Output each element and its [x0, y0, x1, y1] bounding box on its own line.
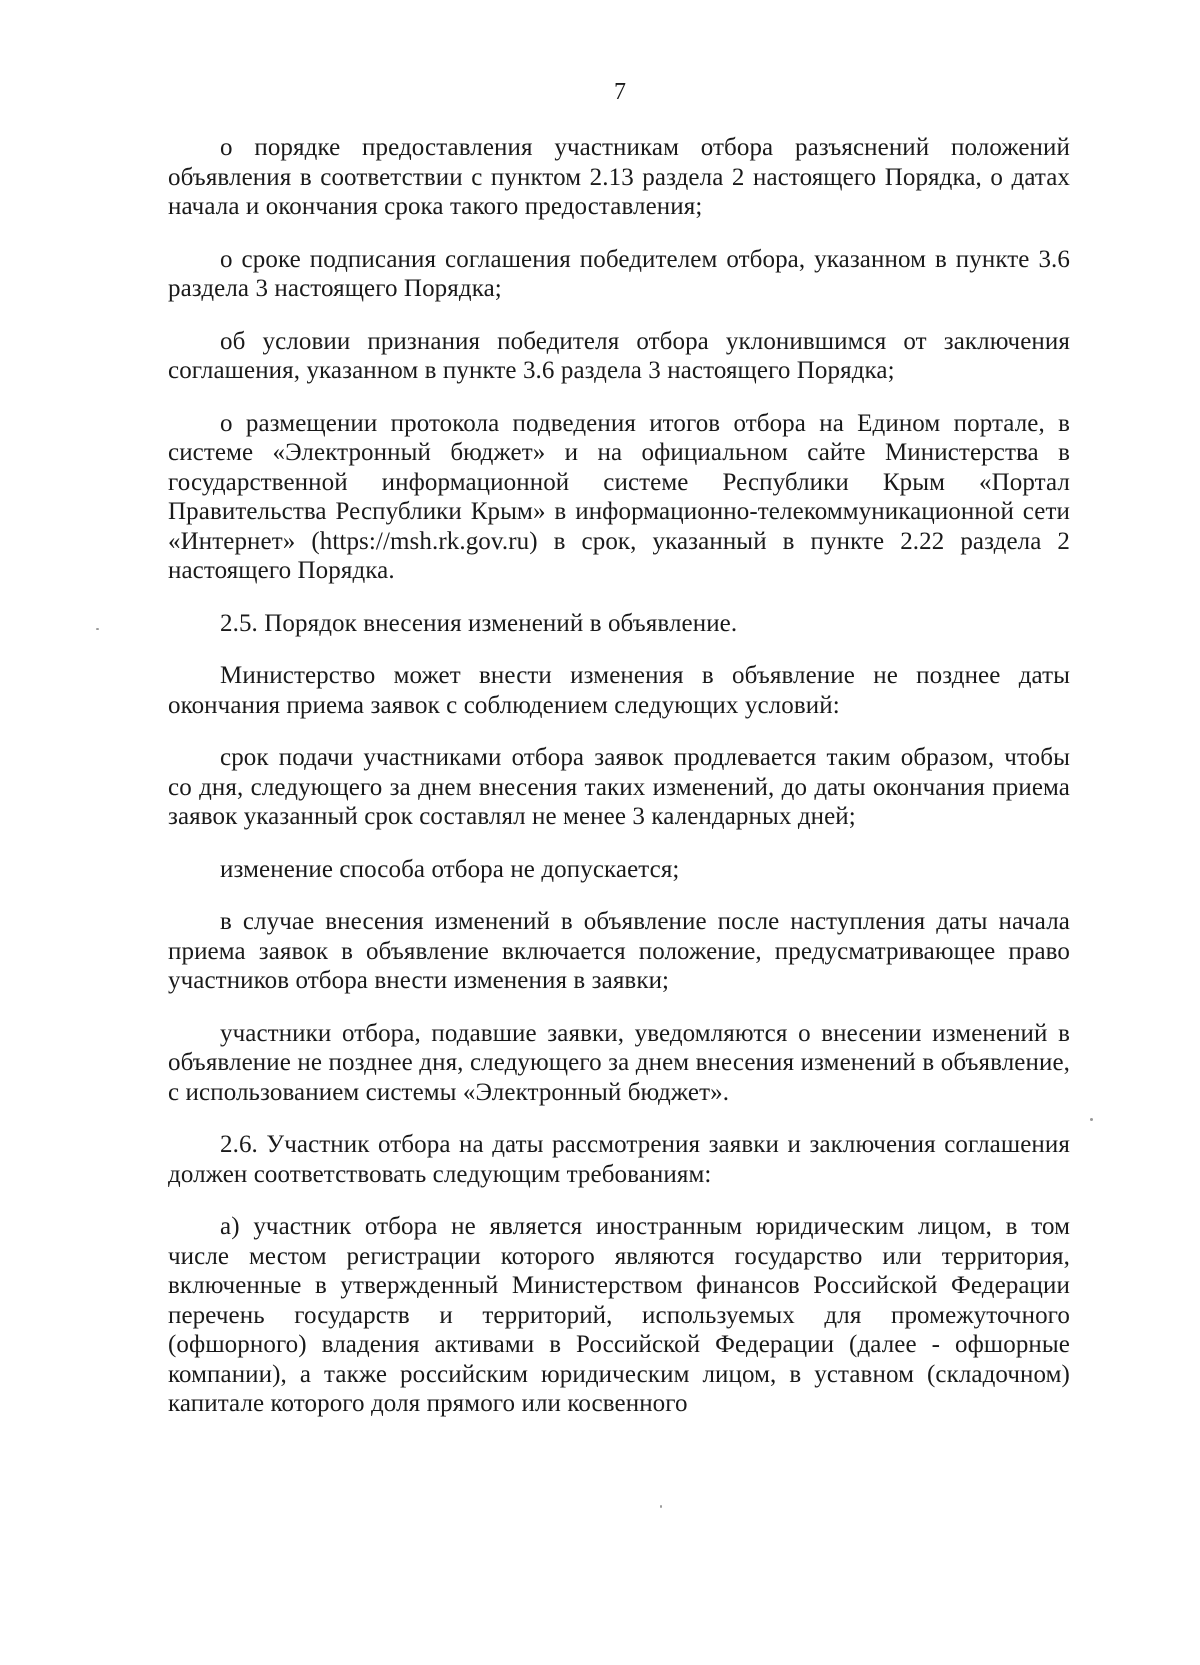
paragraph-protocol-publication: о размещении протокола подведения итогов отбора на Едином портале, в системе «Электронный бюджет» и на официальном сайте Министерства в государственной информационной системе Республики Крым «Портал Правительства Республики Крым» в информационно-телекоммуникационной сети «Интернет» (https://msh.rk.gov.ru) в срок, указанный в пункте 2.22 раздела 2 настоящего Порядка. [168, 409, 1070, 584]
paragraph-clarifications: о порядке предоставления участникам отбора разъяснений положений объявления в соответствии с пунктом 2.13 раздела 2 настоящего Порядка, о датах начала и окончания срока такого предоставления; [168, 134, 1070, 220]
paragraph-signing-deadline: о сроке подписания соглашения победителем отбора, указанном в пункте 3.6 раздела 3 настоящего Порядка; [168, 245, 1070, 302]
paragraph-ministry-changes: Министерство может внести изменения в объявление не позднее даты окончания приема заявок с соблюдением следующих условий: [168, 662, 1070, 719]
section-heading-2-5: 2.5. Порядок внесения изменений в объявление. [220, 609, 738, 637]
page-number: 7 [614, 79, 626, 105]
paragraph-amend-applications: в случае внесения изменений в объявление после наступления даты начала приема заявок в объявление включается положение, предусматривающее право участников отбора внести изменения в заявки; [168, 908, 1070, 994]
document-body [168, 133, 1070, 1419]
scan-speck [660, 1505, 662, 1508]
paragraph-notification: участники отбора, подавшие заявки, уведомляются о внесении изменений в объявление не позднее дня, следующего за днем внесения изменений в объявление, с использованием системы «Электронный бюджет». [168, 1019, 1070, 1106]
scan-speck [96, 628, 99, 630]
scan-speck [1090, 1118, 1093, 1121]
paragraph-method-change: изменение способа отбора не допускается; [220, 855, 680, 883]
paragraph-evasion-condition: об условии признания победителя отбора уклонившимся от заключения соглашения, указанном в пункте 3.6 раздела 3 настоящего Порядка; [168, 327, 1070, 384]
section-heading-2-6: 2.6. Участник отбора на даты рассмотрения заявки и заключения соглашения должен соответствовать следующим требованиям: [168, 1131, 1070, 1188]
paragraph-deadline-extension: срок подачи участниками отбора заявок продлевается таким образом, чтобы со дня, следующего за днем внесения таких изменений, до даты окончания приема заявок указанный срок составлял не менее 3 календарных дней; [168, 744, 1070, 830]
paragraph-requirement-a: а) участник отбора не является иностранным юридическим лицом, в том числе местом регистрации которого являются государство или территория, включенные в утвержденный Министерством финансов Российской Федерации перечень государств и территорий, используемых для промежуточного (офшорного) владения активами в Российской Федерации (далее - офшорные компании), а также российским юридическим лицом, в уставном (складочном) капитале которого доля прямого или косвенного [168, 1213, 1070, 1417]
